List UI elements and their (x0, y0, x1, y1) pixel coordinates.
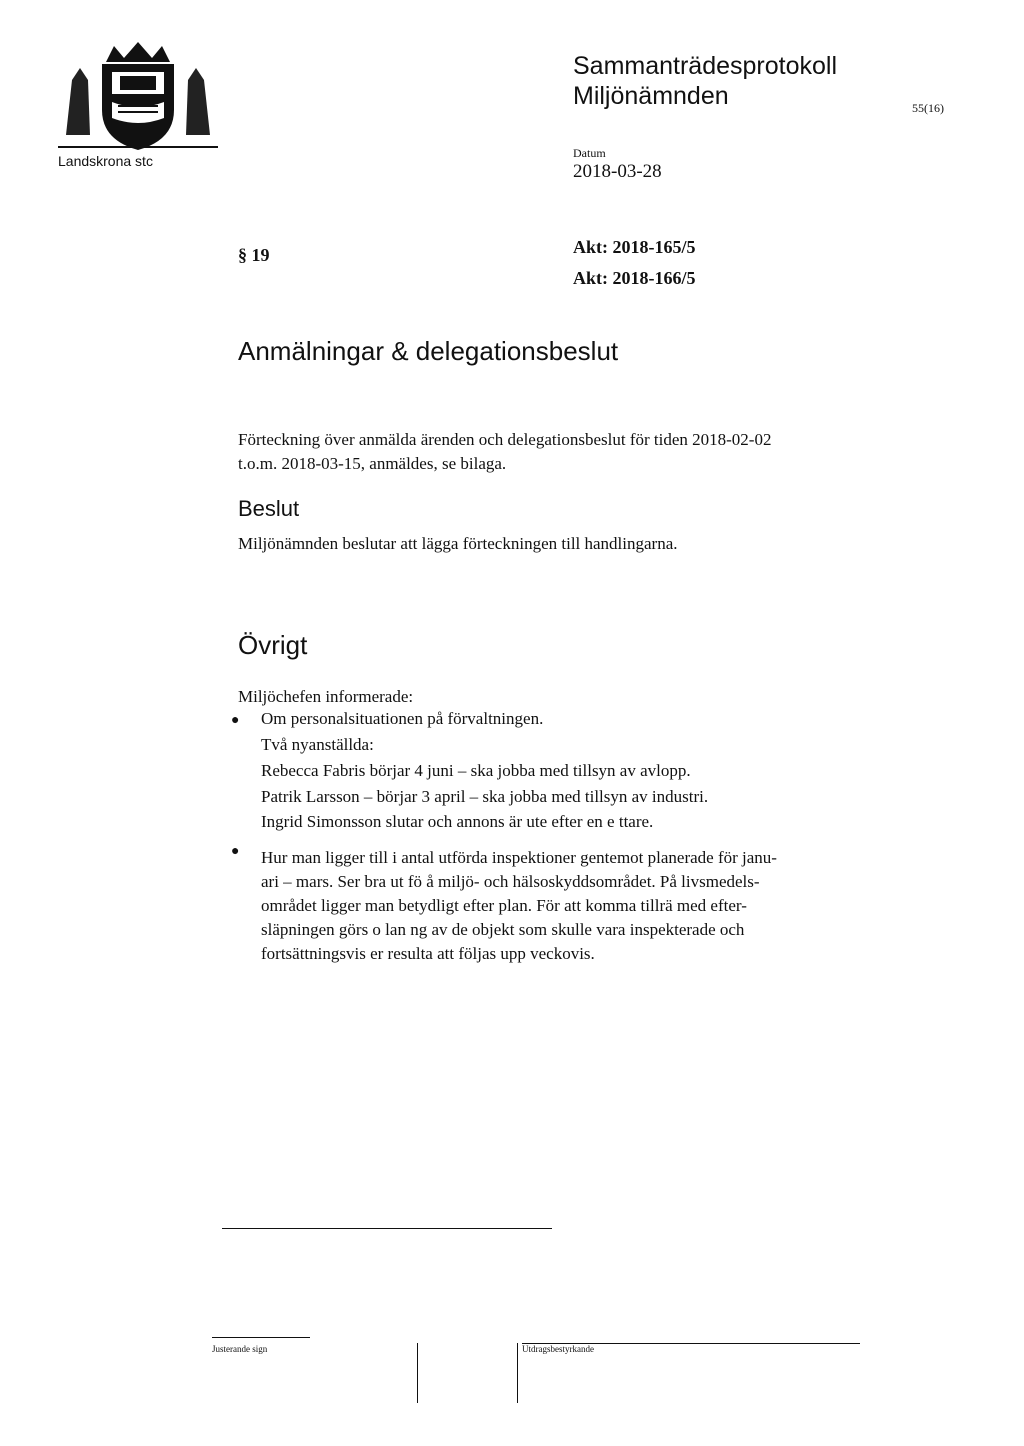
coat-of-arms-logo (58, 40, 218, 180)
bullet-icon: ● (231, 844, 240, 859)
informed-by: Miljöchefen informerade: (238, 687, 414, 706)
list-item-line: ari – mars. Ser bra ut fö å miljö- och hälsoskyddsområdet. På livsmedels- (261, 872, 760, 891)
section-title: Anmälningar & delegationsbeslut (238, 336, 619, 366)
list-item-line: Ingrid Simonsson slutar och annons är ute efter en e ttare. (261, 812, 654, 831)
list-item-line: området ligger man betydligt efter plan. För att komma tillrä med efter- (261, 896, 747, 915)
list-item-line: Om personalsituationen på förvaltningen. (261, 709, 544, 728)
bullet-icon: ● (231, 713, 240, 728)
coat-of-arms-icon (58, 40, 218, 152)
intro-line: Förteckning över anmälda ärenden och delegationsbeslut för tiden 2018-02-02 (238, 430, 772, 449)
committee-name: Miljönämnden (573, 82, 729, 110)
decision-heading: Beslut (238, 496, 300, 521)
list-item-line: släpningen görs o lan ng av de objekt som skulle vara inspekterade och (261, 920, 745, 939)
signature-box-divider (517, 1343, 518, 1403)
list-item-line: Patrik Larsson – börjar 3 april – ska jobba med tillsyn av industri. (261, 787, 709, 806)
document-type: Sammanträdesprotokoll (573, 52, 838, 80)
date-label: Datum (573, 146, 606, 160)
intro-line: t.o.m. 2018-03-15, anmäldes, se bilaga. (238, 454, 507, 473)
list-item-line: fortsättningsvis er resulta att följas upp veckovis. (261, 944, 595, 963)
paragraph-number: § 19 (238, 245, 270, 265)
akt-reference-1: Akt: 2018-165/5 (573, 237, 696, 257)
footer-divider (212, 1337, 310, 1338)
decision-text: Miljönämnden beslutar att lägga förteckningen till handlingarna. (238, 534, 678, 553)
signer-label: Justerande sign (212, 1344, 268, 1354)
signature-box-divider (417, 1343, 418, 1403)
akt-reference-2: Akt: 2018-166/5 (573, 268, 696, 288)
signature-line (222, 1228, 552, 1229)
logo-text: Landskrona stc (58, 153, 153, 169)
page-number: 55(16) (912, 101, 944, 115)
list-item-line: Hur man ligger till i antal utförda inspektioner gentemot planerade för janu- (261, 848, 777, 867)
list-item-line: Två nyanställda: (261, 735, 374, 754)
certified-label: Utdragsbestyrkande (522, 1344, 594, 1354)
list-item-line: Rebecca Fabris börjar 4 juni – ska jobba med tillsyn av avlopp. (261, 761, 691, 780)
other-heading: Övrigt (238, 630, 308, 660)
date-value: 2018-03-28 (573, 161, 662, 182)
